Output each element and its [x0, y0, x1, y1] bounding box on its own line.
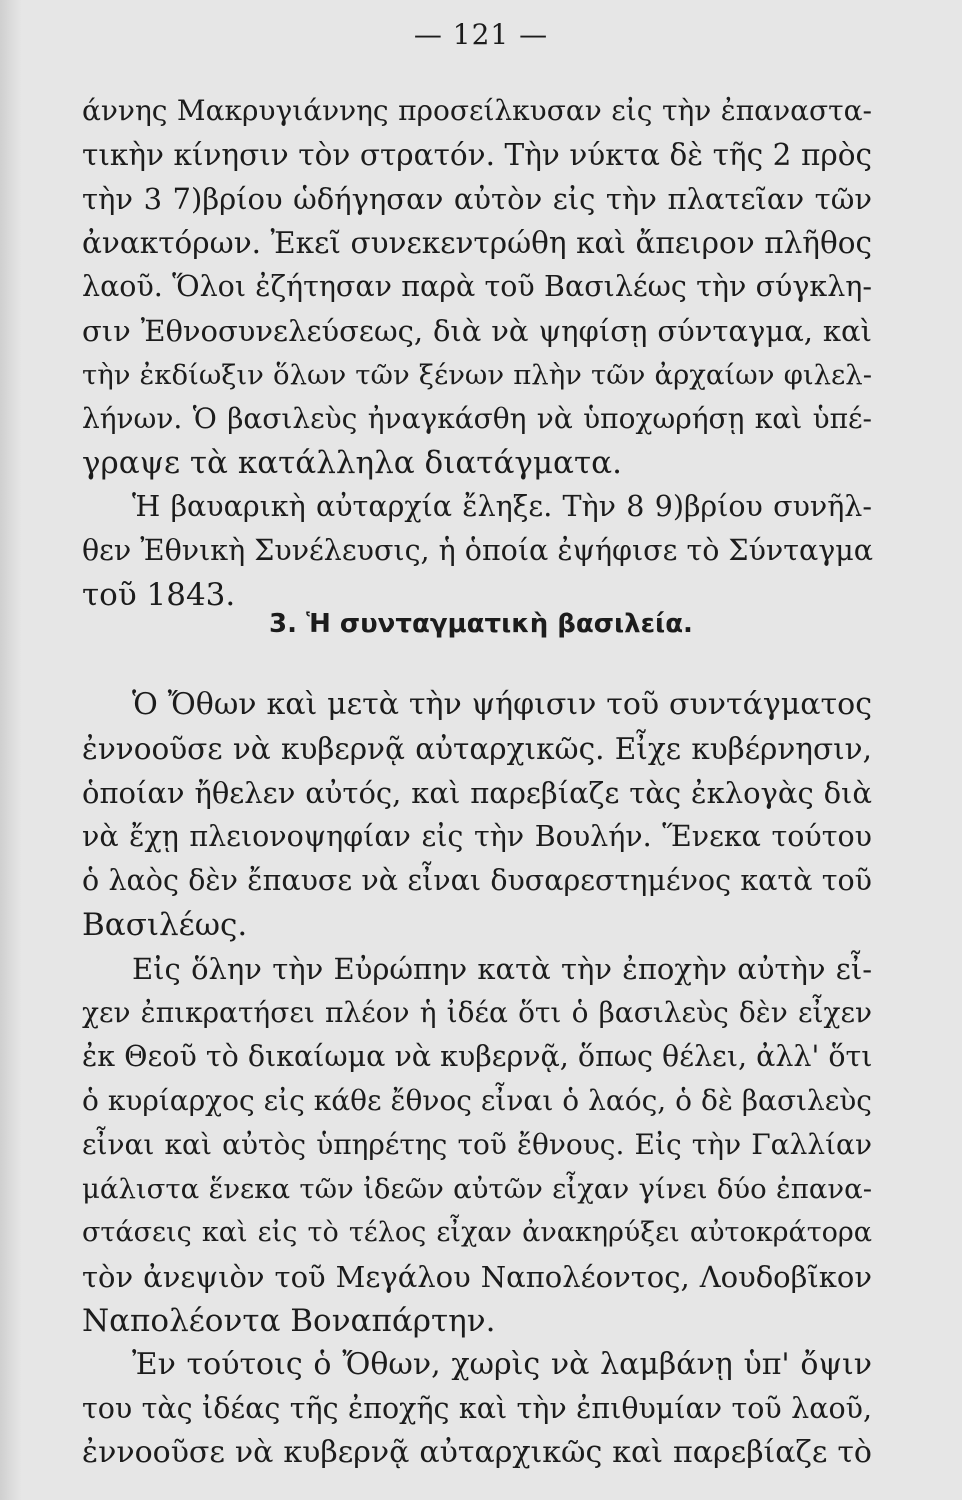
text-line: εἶναι καὶ αὐτὸς ὑπηρέτης τοῦ ἔθνους. Εἰς τὴν Γαλλίαν [82, 1128, 872, 1161]
text-line: ἀνακτόρων. Ἐκεῖ συνεκεντρώθη καὶ ἄπειρον πλῆθος [82, 226, 872, 260]
text-line: ἐννοοῦσε νὰ κυβερνᾷ αὐταρχικῶς. Εἶχε κυβέρνησιν, [82, 732, 872, 766]
text-line: τὴν 3 7)βρίου ὡδήγησαν αὐτὸν εἰς τὴν πλατεῖαν τῶν [82, 182, 872, 216]
text-line: στάσεις καὶ εἰς τὸ τέλος εἶχαν ἀνακηρύξει αὐτοκράτορα [82, 1217, 872, 1248]
text-line: τὴν ἐκδίωξιν ὅλων τῶν ξένων πλὴν τῶν ἀρχαίων φιλελ- [82, 359, 872, 391]
text-line: ὁ κυρίαρχος εἰς κάθε ἔθνος εἶναι ὁ λαός, ὁ δὲ βασιλεὺς [82, 1084, 872, 1117]
text-line: θεν Ἐθνικὴ Συνέλευσις, ἡ ὁποία ἐψήφισε τὸ Σύνταγμα [82, 534, 874, 567]
text-line: του τὰς ἰδέας τῆς ἐποχῆς καὶ τὴν ἐπιθυμίαν τοῦ λαοῦ, [82, 1392, 872, 1425]
section-heading: 3. Ἡ συνταγματικὴ βασιλεία. [269, 609, 693, 639]
text-line: σιν Ἐθνοσυνελεύσεως, διὰ νὰ ψηφίσῃ σύνταγμα, καὶ [82, 314, 872, 348]
text-line: Εἰς ὅλην τὴν Εὐρώπην κατὰ τὴν ἐποχὴν αὐτὴν εἶ- [132, 952, 872, 986]
page-number: — 121 — [413, 18, 549, 51]
text-line: Ναπολέοντα Βοναπάρτην. [82, 1303, 496, 1339]
text-line: τὸν ἀνεψιὸν τοῦ Μεγάλου Ναπολέοντος, Λουδοβῖκον [82, 1260, 872, 1294]
text-line: άννης Μακρυγιάννης προσείλκυσαν εἰς τὴν ἐπαναστα- [82, 94, 872, 127]
text-line: ὁ λαὸς δὲν ἔπαυσε νὰ εἶναι δυσαρεστημένος κατὰ τοῦ [82, 864, 872, 897]
text-line: λαοῦ. Ὅλοι ἐζήτησαν παρὰ τοῦ Βασιλέως τὴν σύγκλη- [82, 270, 872, 303]
text-line: τοῦ 1843. [82, 577, 236, 613]
text-line: χεν ἐπικρατήσει πλέον ἡ ἰδέα ὅτι ὁ βασιλεὺς δὲν εἶχεν [82, 996, 872, 1029]
text-line: ὁποίαν ἤθελεν αὐτός, καὶ παρεβίαζε τὰς ἐκλογὰς διὰ [82, 776, 872, 810]
text-line: ἐννοοῦσε νὰ κυβερνᾷ αὐταρχικῶς καὶ παρεβίαζε τὸ [82, 1435, 872, 1470]
text-line: Βασιλέως. [82, 907, 248, 943]
text-line: μάλιστα ἕνεκα τῶν ἰδεῶν αὐτῶν εἶχαν γίνει δύο ἐπανα- [82, 1173, 872, 1205]
text-line: Ὁ Ὄθων καὶ μετὰ τὴν ψήφισιν τοῦ συντάγματος [132, 687, 872, 722]
text-line: Ἡ βαυαρικὴ αὐταρχία ἔληξε. Τὴν 8 9)βρίου συνῆλ- [132, 490, 872, 523]
text-line: ἐκ Θεοῦ τὸ δικαίωμα νὰ κυβερνᾷ, ὅπως θέλει, ἀλλ' ὅτι [82, 1040, 873, 1073]
text-line: Ἐν τούτοις ὁ Ὄθων, χωρὶς νὰ λαμβάνῃ ὑπ' ὄψιν [132, 1347, 872, 1382]
page-binding-edge [0, 0, 22, 1500]
text-line: νὰ ἔχῃ πλειονοψηφίαν εἰς τὴν Βουλήν. Ἕνεκα τούτου [82, 820, 872, 853]
text-line: τικὴν κίνησιν τὸν στρατόν. Τὴν νύκτα δὲ τῆς 2 πρὸς [82, 138, 872, 172]
text-line: γραψε τὰ κατάλληλα διατάγματα. [82, 445, 622, 481]
text-line: λήνων. Ὁ βασιλεὺς ἠναγκάσθη νὰ ὑποχωρήσῃ καὶ ὑπέ- [82, 402, 872, 435]
